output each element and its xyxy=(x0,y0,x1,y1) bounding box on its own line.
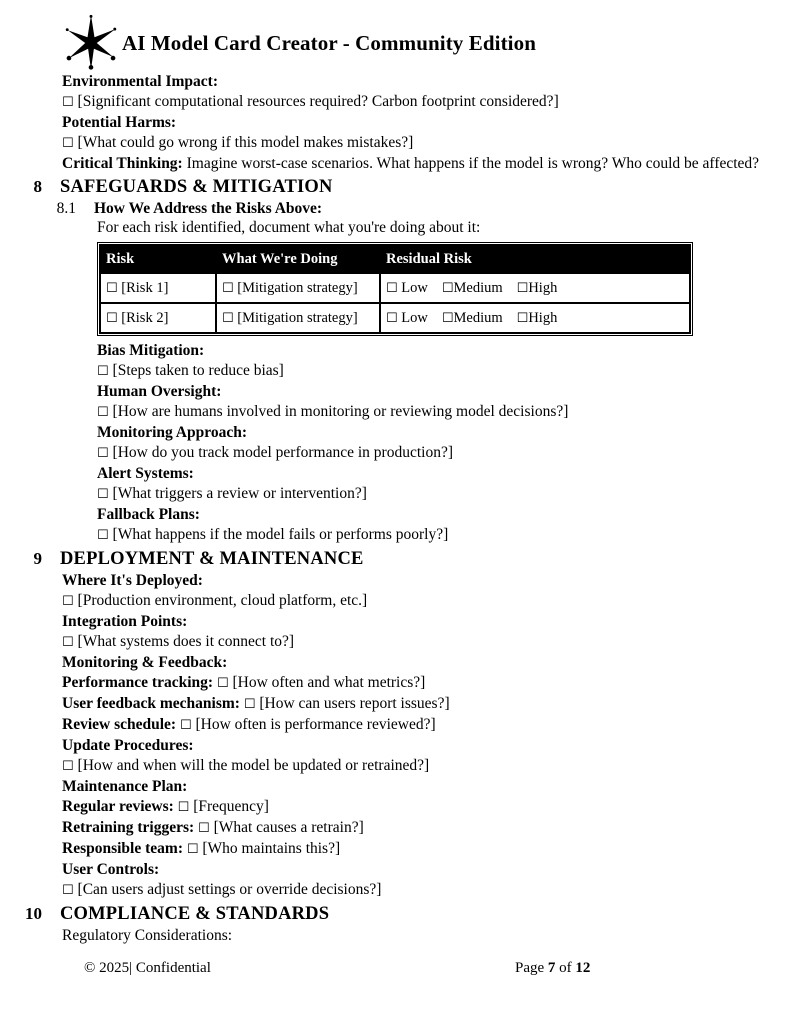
checkbox-line-update-procedures[interactable] xyxy=(0,756,750,777)
checkbox-icon[interactable]: ☐ xyxy=(106,310,118,326)
checkbox-placeholder-text: [Can users adjust settings or override decisions?] xyxy=(77,881,382,898)
cell-mitigation[interactable] xyxy=(216,273,380,303)
page-total: 12 xyxy=(575,960,591,976)
inline-field-text: [Frequency] xyxy=(189,798,269,815)
inline-field-responsible-team[interactable] xyxy=(0,839,750,860)
residual-option-low[interactable] xyxy=(386,310,428,326)
checkbox-icon[interactable]: ☐ xyxy=(516,280,529,296)
residual-option-medium[interactable] xyxy=(442,310,503,326)
section-title: COMPLIANCE & STANDARDS xyxy=(60,904,330,924)
inline-field-label: Performance tracking: xyxy=(62,674,214,691)
subsection-intro-text: For each risk identified, document what you're doing about it: xyxy=(97,219,481,236)
page-number: 7 xyxy=(547,960,556,976)
field-label-potential-harms: Potential Harms: xyxy=(62,114,177,131)
sparkle-star-logo xyxy=(62,14,120,72)
subsection-heading-8-1 xyxy=(0,200,750,218)
checkbox-line-fallback-plans[interactable] xyxy=(35,525,750,546)
checkbox-icon[interactable]: ☐ xyxy=(62,883,74,898)
subsection-title: How We Address the Risks Above: xyxy=(94,200,323,217)
section-heading-9 xyxy=(0,549,750,570)
checkbox-icon[interactable]: ☐ xyxy=(222,280,234,296)
field-label-update-procedures: Update Procedures: xyxy=(62,737,194,754)
checkbox-icon[interactable]: ☐ xyxy=(216,676,229,691)
footer-copyright: © 2025| Confidential xyxy=(84,960,211,976)
checkbox-icon[interactable]: ☐ xyxy=(516,310,529,326)
field-label-alert-systems: Alert Systems: xyxy=(97,465,194,482)
field-label-integration-points: Integration Points: xyxy=(62,613,188,630)
residual-option-low[interactable] xyxy=(386,280,428,296)
field-label-user-controls: User Controls: xyxy=(62,861,160,878)
checkbox-placeholder-text: [Steps taken to reduce bias] xyxy=(112,362,284,379)
checkbox-icon[interactable]: ☐ xyxy=(386,280,398,296)
cell-risk-text: [Risk 1] xyxy=(121,279,169,296)
document-content xyxy=(0,72,790,946)
subsection-number: 8.1 xyxy=(56,200,76,217)
checkbox-line-potential-harms[interactable] xyxy=(0,133,750,154)
checkbox-icon[interactable]: ☐ xyxy=(97,364,109,379)
checkbox-placeholder-text: [Significant computational resources required? Carbon footprint considered?] xyxy=(77,93,559,110)
checkbox-placeholder-text: [How do you track model performance in production?] xyxy=(112,444,453,461)
table-row xyxy=(100,273,690,303)
cell-residual-risk[interactable] xyxy=(380,273,690,303)
page-title: AI Model Card Creator - Community Edition xyxy=(122,30,536,55)
section-number: 9 xyxy=(33,549,42,568)
inline-field-label: Review schedule: xyxy=(62,716,177,733)
inline-field-label: Retraining triggers: xyxy=(62,819,195,836)
field-label-where-its-deployed: Where It's Deployed: xyxy=(62,572,203,589)
page-prefix: Page xyxy=(515,960,548,976)
critical-thinking-note xyxy=(0,154,760,174)
residual-option-high[interactable] xyxy=(517,310,558,326)
cell-mitigation-text: [Mitigation strategy] xyxy=(237,309,358,326)
column-header-what-were-doing: What We're Doing xyxy=(216,245,380,273)
checkbox-line-alert-systems[interactable] xyxy=(35,484,750,505)
section-heading-10 xyxy=(0,904,750,925)
checkbox-placeholder-text: [How are humans involved in monitoring or reviewing model decisions?] xyxy=(112,403,569,420)
checkbox-icon[interactable]: ☐ xyxy=(179,718,192,733)
checkbox-icon[interactable]: ☐ xyxy=(177,800,190,815)
regulatory-considerations-line: Regulatory Considerations: xyxy=(62,927,233,944)
field-label-monitoring-approach: Monitoring Approach: xyxy=(97,424,247,441)
column-header-risk: Risk xyxy=(100,245,216,273)
checkbox-icon[interactable]: ☐ xyxy=(106,280,118,296)
checkbox-line-monitoring-approach[interactable] xyxy=(35,443,750,464)
field-label-human-oversight: Human Oversight: xyxy=(97,383,222,400)
column-header-residual-risk: Residual Risk xyxy=(380,245,690,273)
cell-risk[interactable] xyxy=(100,303,216,333)
critical-thinking-text: Imagine worst-case scenarios. What happens if the model is wrong? Who could be affected? xyxy=(182,155,760,172)
cell-risk[interactable] xyxy=(100,273,216,303)
cell-mitigation-text: [Mitigation strategy] xyxy=(237,279,358,296)
checkbox-placeholder-text: [What could go wrong if this model makes mistakes?] xyxy=(77,134,414,151)
checkbox-icon[interactable]: ☐ xyxy=(198,821,210,836)
section-heading-8 xyxy=(0,177,750,198)
inline-field-user-feedback-mechanism[interactable] xyxy=(0,694,750,715)
field-label-bias-mitigation: Bias Mitigation: xyxy=(97,342,205,359)
residual-option-label: Low xyxy=(397,279,428,296)
checkbox-placeholder-text: [What happens if the model fails or performs poorly?] xyxy=(112,526,449,543)
cell-risk-text: [Risk 2] xyxy=(121,309,169,326)
checkbox-line-where-its-deployed[interactable] xyxy=(0,591,750,612)
inline-field-label: Regular reviews: xyxy=(62,798,174,815)
checkbox-icon[interactable]: ☐ xyxy=(186,842,199,857)
checkbox-placeholder-text: [Production environment, cloud platform, etc.] xyxy=(77,592,368,609)
checkbox-icon[interactable]: ☐ xyxy=(97,446,109,461)
inline-field-performance-tracking[interactable] xyxy=(0,673,750,694)
checkbox-line-integration-points[interactable] xyxy=(0,632,750,653)
page-middle: of xyxy=(555,960,576,976)
checkbox-icon[interactable]: ☐ xyxy=(97,528,109,543)
residual-option-label: Medium xyxy=(453,309,503,326)
checkbox-icon[interactable]: ☐ xyxy=(97,487,109,502)
checkbox-icon[interactable]: ☐ xyxy=(441,280,454,296)
critical-thinking-label: Critical Thinking: xyxy=(62,155,183,172)
table-header xyxy=(100,245,690,273)
residual-option-label: Low xyxy=(397,309,428,326)
field-label-maintenance-plan: Maintenance Plan: xyxy=(62,778,188,795)
inline-field-text: [How can users report issues?] xyxy=(255,695,450,712)
section-number: 8 xyxy=(33,177,42,196)
document-header xyxy=(0,0,790,72)
checkbox-icon[interactable]: ☐ xyxy=(62,136,74,151)
checkbox-icon[interactable]: ☐ xyxy=(62,95,74,110)
residual-option-high[interactable] xyxy=(517,280,558,296)
checkbox-line-human-oversight[interactable] xyxy=(35,402,750,423)
inline-field-text: [How often is performance reviewed?] xyxy=(191,716,436,733)
footer-page-indicator xyxy=(515,960,590,977)
checkbox-icon[interactable]: ☐ xyxy=(97,405,109,420)
table-header-row xyxy=(100,245,690,273)
field-label-environmental-impact: Environmental Impact: xyxy=(62,73,219,90)
risk-table-wrapper xyxy=(0,242,750,336)
checkbox-line-environmental-impact[interactable] xyxy=(0,92,750,113)
checkbox-placeholder-text: [What systems does it connect to?] xyxy=(77,633,295,650)
inline-field-regular-reviews[interactable] xyxy=(0,797,750,818)
section-title: SAFEGUARDS & MITIGATION xyxy=(60,177,333,197)
checkbox-icon[interactable]: ☐ xyxy=(62,635,74,650)
page-footer xyxy=(0,960,790,977)
checkbox-icon[interactable]: ☐ xyxy=(243,697,256,712)
cell-mitigation[interactable] xyxy=(216,303,380,333)
checkbox-line-user-controls[interactable] xyxy=(0,880,750,901)
checkbox-placeholder-text: [What triggers a review or intervention?] xyxy=(112,485,367,502)
inline-field-label: User feedback mechanism: xyxy=(62,695,240,712)
field-label-fallback-plans: Fallback Plans: xyxy=(97,506,200,523)
residual-option-label: High xyxy=(528,279,558,296)
inline-field-retraining-triggers[interactable] xyxy=(0,818,750,839)
checkbox-icon[interactable]: ☐ xyxy=(386,310,398,326)
residual-option-label: Medium xyxy=(453,279,503,296)
inline-field-review-schedule[interactable] xyxy=(0,715,750,736)
inline-field-text: [How often and what metrics?] xyxy=(228,674,426,691)
inline-field-text: [What causes a retrain?] xyxy=(209,819,364,836)
checkbox-placeholder-text: [How and when will the model be updated or retrained?] xyxy=(77,757,430,774)
checkbox-icon[interactable]: ☐ xyxy=(441,310,454,326)
risk-mitigation-table xyxy=(97,242,693,336)
section-title: DEPLOYMENT & MAINTENANCE xyxy=(60,549,364,569)
checkbox-line-bias-mitigation[interactable] xyxy=(35,361,750,382)
inline-field-text: [Who maintains this?] xyxy=(198,840,341,857)
checkbox-icon[interactable]: ☐ xyxy=(62,594,74,609)
checkbox-icon[interactable]: ☐ xyxy=(222,310,234,326)
cell-residual-risk[interactable] xyxy=(380,303,690,333)
field-label-monitoring-feedback: Monitoring & Feedback: xyxy=(62,654,228,671)
section-number: 10 xyxy=(25,904,42,923)
inline-field-label: Responsible team: xyxy=(62,840,183,857)
checkbox-icon[interactable]: ☐ xyxy=(62,759,74,774)
residual-option-medium[interactable] xyxy=(442,280,503,296)
residual-option-label: High xyxy=(528,309,558,326)
table-body xyxy=(100,273,690,333)
table-row xyxy=(100,303,690,333)
